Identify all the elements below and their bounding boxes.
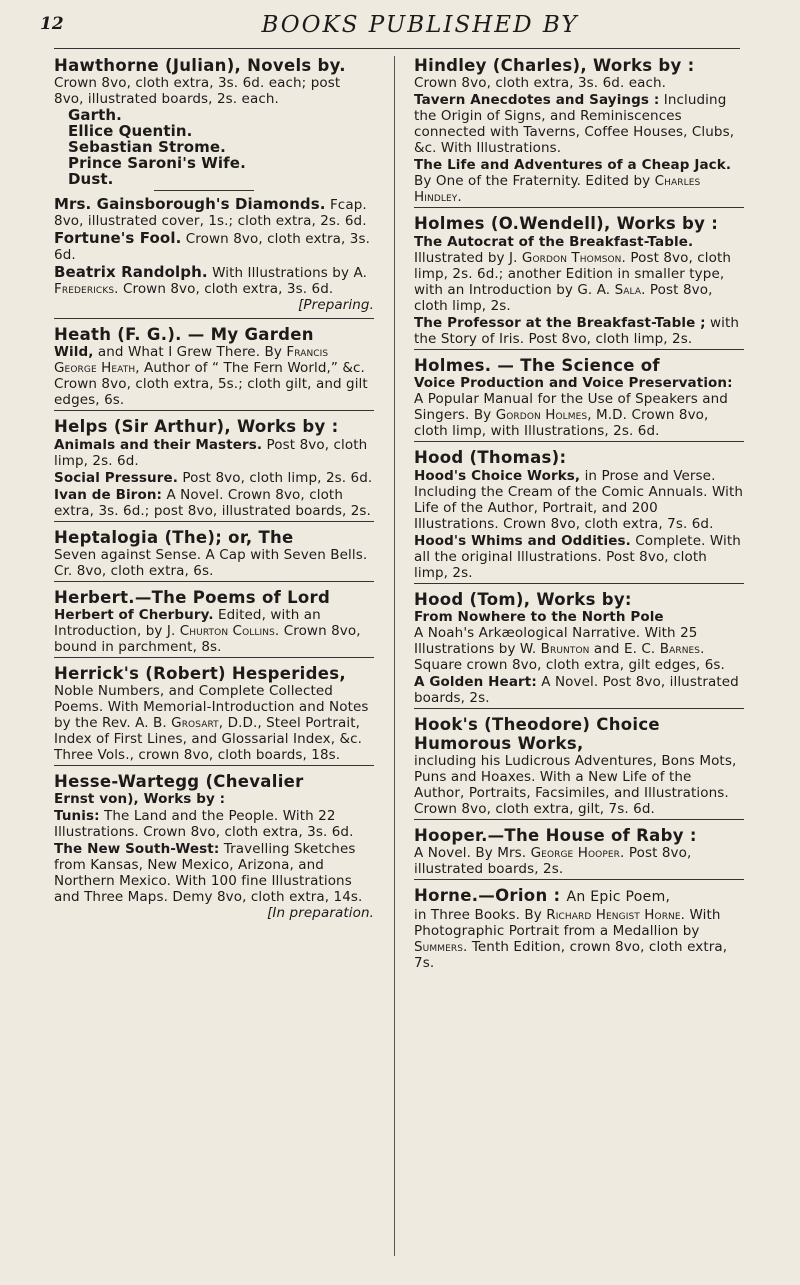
entry-heading: Hood (Tom), Works by: bbox=[414, 590, 632, 609]
title-prince-saroni: Prince Saroni's Wife. bbox=[68, 154, 246, 172]
entry-hood-tom: Hood (Tom), Works by: From Nowhere to the North Pole A Noah's Arkæological Narrative. With 25 Illustrations by W. Brunton and E. C. Barnes. Square crown 8vo, cloth extra, gilt edges, 6s. A Golden Heart: A Novel. Post 8vo, illustrated boards, 2s. bbox=[414, 590, 744, 709]
entry-heading: Hood (Thomas): bbox=[414, 448, 567, 467]
entry-heading: Hook's (Theodore) Choice Humorous Works, bbox=[414, 715, 660, 753]
entry-holmes-wendell: Holmes (O.Wendell), Works by : The Autocrat of the Breakfast-Table. Illustrated by J. Gordon Thomson. Post 8vo, cloth limp, 2s. 6d.; another Edition in smaller type, with an Introduction by G. A. Sala. Post 8vo, cloth limp, 2s. The Professor at the Breakfast-Table ; with the Story of Iris. Post 8vo, cloth limp, 2s. bbox=[414, 214, 744, 350]
entry-hood-thomas: Hood (Thomas): Hood's Choice Works, in Prose and Verse. Including the Cream of the Comic Annuals. With Life of the Author, Portrait, and 200 Illustrations. Crown 8vo, cloth extra, 7s. 6d. Hood's Whims and Oddities. Complete. With all the original Illustrations. Post 8vo, cloth limp, 2s. bbox=[414, 448, 744, 584]
column-divider bbox=[394, 56, 395, 1256]
entry-hook: Hook's (Theodore) Choice Humorous Works, including his Ludicrous Adventures, Bons Mots, Puns and Hoaxes. With a New Life of the Author, Portraits, Facsimiles, and Illustrations. Crown 8vo, cloth extra, gilt, 7s. 6d. bbox=[414, 715, 744, 820]
entry-horne: Horne.—Orion : An Epic Poem, in Three Books. By Richard Hengist Horne. With Photographic Portrait from a Medallion by Summers. Tenth Edition, crown 8vo, cloth extra, 7s. bbox=[414, 886, 744, 971]
entry-herrick: Herrick's (Robert) Hesperides, Noble Numbers, and Complete Collected Poems. With Memorial-Introduction and Notes by the Rev. A. B. Grosart, D.D., Steel Portrait, Index of First Lines, and Glossarial Index, &c. Three Vols., crown 8vo, cloth boards, 18s. bbox=[54, 664, 374, 766]
header-rule bbox=[54, 48, 740, 49]
entry-hesse-wartegg: Hesse-Wartegg (Chevalier Ernst von), Works by : Tunis: The Land and the People. With 22 Illustrations. Crown 8vo, cloth extra, 3s. 6d. The New South-West: Travelling Sketches from Kansas, New Mexico, Arizona, and Northern Mexico. With 100 fine Illustrations and Three Maps. Demy 8vo, cloth extra, 14s. [In preparation. bbox=[54, 772, 374, 921]
preparation-note: [In preparation. bbox=[267, 905, 374, 921]
entry-herbert: Herbert.—The Poems of Lord Herbert of Cherbury. Edited, with an Introduction, by J. Churton Collins. Crown 8vo, bound in parchment, 8s. bbox=[54, 588, 374, 658]
entry-heading: Helps (Sir Arthur), Works by : bbox=[54, 417, 339, 436]
entry-heading: Holmes (O.Wendell), Works by : bbox=[414, 214, 719, 233]
title-sebastian-strome: Sebastian Strome. bbox=[68, 138, 226, 156]
section-rule bbox=[154, 190, 254, 191]
entry-heading: Herrick's (Robert) Hesperides, bbox=[54, 664, 346, 683]
entry-helps: Helps (Sir Arthur), Works by : Animals and their Masters. Post 8vo, cloth limp, 2s. 6d. Social Pressure. Post 8vo, cloth limp, 2s. 6d. Ivan de Biron: A Novel. Crown 8vo, cloth extra, 3s. 6d.; post 8vo, illustrated boards, 2s. bbox=[54, 417, 374, 522]
title-dust: Dust. bbox=[68, 170, 114, 188]
preparing-note: [Preparing. bbox=[298, 297, 374, 313]
entry-heading: Holmes. — The Science of bbox=[414, 356, 660, 375]
entry-hooper: Hooper.—The House of Raby : A Novel. By Mrs. George Hooper. Post 8vo, illustrated boards, 2s. bbox=[414, 826, 744, 880]
entry-holmes-gordon: Holmes. — The Science of Voice Production and Voice Preservation: A Popular Manual for the Use of Speakers and Singers. By Gordon Holmes, M.D. Crown 8vo, cloth limp, with Illustrations, 2s. 6d. bbox=[414, 356, 744, 442]
entry-heading: Horne.—Orion : An Epic Poem, bbox=[414, 886, 671, 905]
item-beatrix-randolph: Beatrix Randolph. With Illustrations by A. Fredericks. Crown 8vo, cloth extra, 3s. 6d. [Preparing. bbox=[54, 263, 374, 313]
entry-heading: Heath (F. G.). — My Garden bbox=[54, 325, 314, 344]
entry-heading: Hindley (Charles), Works by : bbox=[414, 56, 695, 75]
left-column bbox=[54, 56, 374, 924]
entry-heptalogia: Heptalogia (The); or, The Seven against Sense. A Cap with Seven Bells. Cr. 8vo, cloth extra, 6s. bbox=[54, 528, 374, 582]
entry-heading: Hawthorne (Julian), Novels by. bbox=[54, 56, 346, 75]
rule bbox=[54, 316, 374, 319]
entry-heading: Hesse-Wartegg (Chevalier bbox=[54, 772, 304, 791]
entry-heading: Hooper.—The House of Raby : bbox=[414, 826, 697, 845]
title-garth: Garth. bbox=[68, 106, 122, 124]
item-fortunes-fool: Fortune's Fool. Crown 8vo, cloth extra, 3s. 6d. bbox=[54, 229, 370, 263]
right-column bbox=[414, 56, 744, 974]
running-title: BOOKS PUBLISHED BY bbox=[261, 12, 579, 38]
entry-heading: Herbert.—The Poems of Lord bbox=[54, 588, 331, 607]
page-header bbox=[40, 12, 740, 44]
entry-hawthorne bbox=[54, 56, 374, 313]
entry-desc: Crown 8vo, cloth extra, 3s. 6d. each; post 8vo, illustrated boards, 2s. each. bbox=[54, 75, 341, 107]
entry-hindley: Hindley (Charles), Works by : Crown 8vo, cloth extra, 3s. 6d. each. Tavern Anecdotes and Sayings : Including the Origin of Signs, and Reminiscences connected with Taverns, Coffee Houses, Clubs, &c. With Illustrations. The Life and Adventures of a Cheap Jack. By One of the Fraternity. Edited by Charles Hindley. bbox=[414, 56, 744, 208]
item-mrs-gainsborough: Mrs. Gainsborough's Diamonds. Fcap. 8vo, illustrated cover, 1s.; cloth extra, 2s. 6d. bbox=[54, 195, 367, 229]
page-number: 12 bbox=[40, 14, 64, 34]
title-ellice-quentin: Ellice Quentin. bbox=[68, 122, 193, 140]
entry-heading: Heptalogia (The); or, The bbox=[54, 528, 294, 547]
entry-heath: Heath (F. G.). — My Garden Wild, and What I Grew There. By Francis George Heath, Author of “ The Fern World,” &c. Crown 8vo, cloth extra, 5s.; cloth gilt, and gilt edges, 6s. bbox=[54, 325, 374, 411]
